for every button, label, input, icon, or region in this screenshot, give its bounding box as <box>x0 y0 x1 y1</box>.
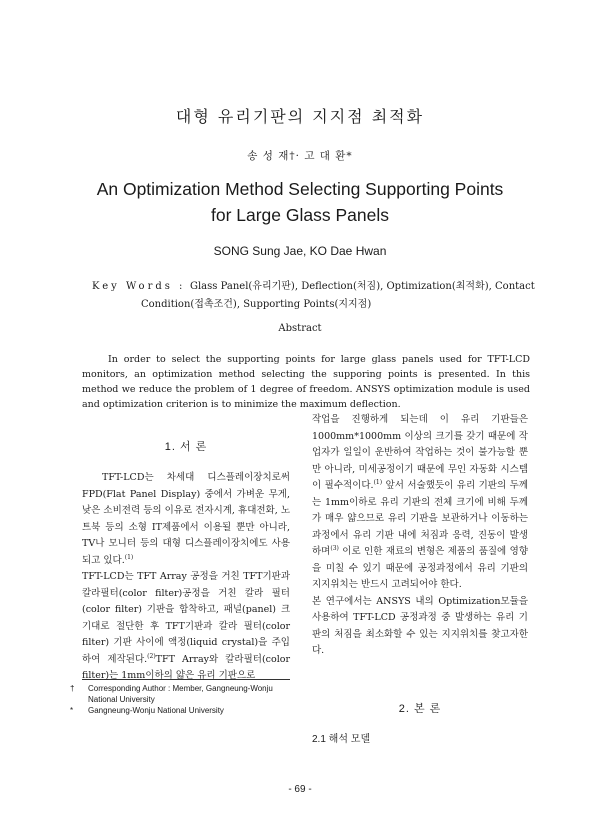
left-paragraph-1: TFT-LCD는 차세대 디스플레이장치로써 FPD(Flat Panel Display) 중에서 가벼운 무게, 낮은 소비전력 등의 이유로 전자시계, 휴대전화, 노트북 등의 소형 IT제품에서 이용될 뿐만 아니라, TV나 모니터 등의 대형 디스플레이장치에도 사용되고 있다.$^{(1)}$ <box>82 472 290 566</box>
korean-authors: 송 성 재†· 고 대 환* <box>247 150 353 162</box>
english-title-line-1: An Optimization Method Selecting Supporting Points <box>96 179 504 199</box>
keywords-line-2: Condition(접촉조건), Supporting Points(지지점) <box>141 299 372 310</box>
footnote-1 <box>70 683 295 705</box>
footnote-1-mark: † <box>70 684 75 693</box>
keywords-label: Key Words : <box>92 281 186 292</box>
footnote-2-text: Gangneung-Wonju National University <box>88 706 224 715</box>
right-column <box>312 412 528 660</box>
korean-title: 대형 유리기판의 지지점 최적화 <box>175 107 425 126</box>
english-title-line-2: for Large Glass Panels <box>210 205 389 225</box>
section-2-heading: 2. 본 론 <box>398 703 442 715</box>
citation-1: (1) <box>124 553 134 561</box>
page-number: - 69 - <box>288 784 312 795</box>
english-authors: SONG Sung Jae, KO Dae Hwan <box>213 244 387 258</box>
abstract-heading: Abstract <box>278 323 322 334</box>
abstract-text: In order to select the supporting points for large glass panels used for TFT-LCD monitors, an optimization method selecting the supporing points is presented. In this method we reduce the problem of 1 degree of freedom. ANSYS optimization module is used and optimization criterion is to minimize the maximum deflection. <box>82 354 530 410</box>
footnote-divider <box>82 679 290 680</box>
right-paragraph-1: 작업을 진행하게 되는데 이 유리 기판들은 1000mm*1000mm 이상의 크기를 갖기 때문에 작업자가 일일이 운반하여 작업하는 것이 불가능할 뿐만 아니라, 미세공정이기 때문에 무인 자동화 시스템이 필수적이다.$^{(1)}$ 앞서 서술했듯이 유리 기판의 두께는 1mm이하로 유리 기판의 전체 크기에 비해 두께가 매우 얇으므로 유리 기판을 보관하거나 이동하는 과정에서 유리 기판 내에 처짐과 응력, 진동이 발생하며$^{(3)}$ 이로 인한 재료의 변형은 제품의 품질에 영향을 미칠 수 있기 때문에 공정과정에서 유리 기판의 지지위치는 반드시 고려되어야 한다. <box>312 414 528 590</box>
keywords-block <box>92 278 535 314</box>
english-title <box>0 176 600 228</box>
section-1-heading: 1. 서 론 <box>164 441 208 453</box>
subsection-2-1-heading: 2.1 해석 모델 <box>312 734 371 745</box>
footnote-2 <box>70 705 295 716</box>
footnotes <box>70 683 295 716</box>
left-paragraph-2: TFT-LCD는 TFT Array 공정을 거친 TFT기판과 칼라필터(color filter)공정을 거친 칼라 필터(color filter) 기판을 합착하고, 패널(panel) 크기대로 절단한 후 TFT기판과 칼라 필터(color filter) 기판 사이에 액정(liquid crystal)을 주입하여 제작된다.$^{(2)}$TFT Array와 칼라필터(color filter)는 1mm이하의 얇은 유리 기판으로 <box>82 571 290 681</box>
keywords-line-1: Glass Panel(유리기판), Deflection(처짐), Optimization(최적화), Contact <box>190 281 535 292</box>
citation-3: (3) <box>330 544 339 552</box>
citation-2: (2) <box>147 652 156 660</box>
footnote-2-mark: * <box>70 706 74 715</box>
right-paragraph-2: 본 연구에서는 ANSYS 내의 Optimization모듈을 사용하여 TFT-LCD 공정과정 중 발생하는 유리 기판의 처짐을 최소화할 수 있는 지지위치를 찾고자한다. <box>312 595 528 656</box>
citation-1b: (1) <box>373 478 383 486</box>
footnote-1-text: Corresponding Author : Member, Gangneung-Wonju National University <box>88 684 273 704</box>
